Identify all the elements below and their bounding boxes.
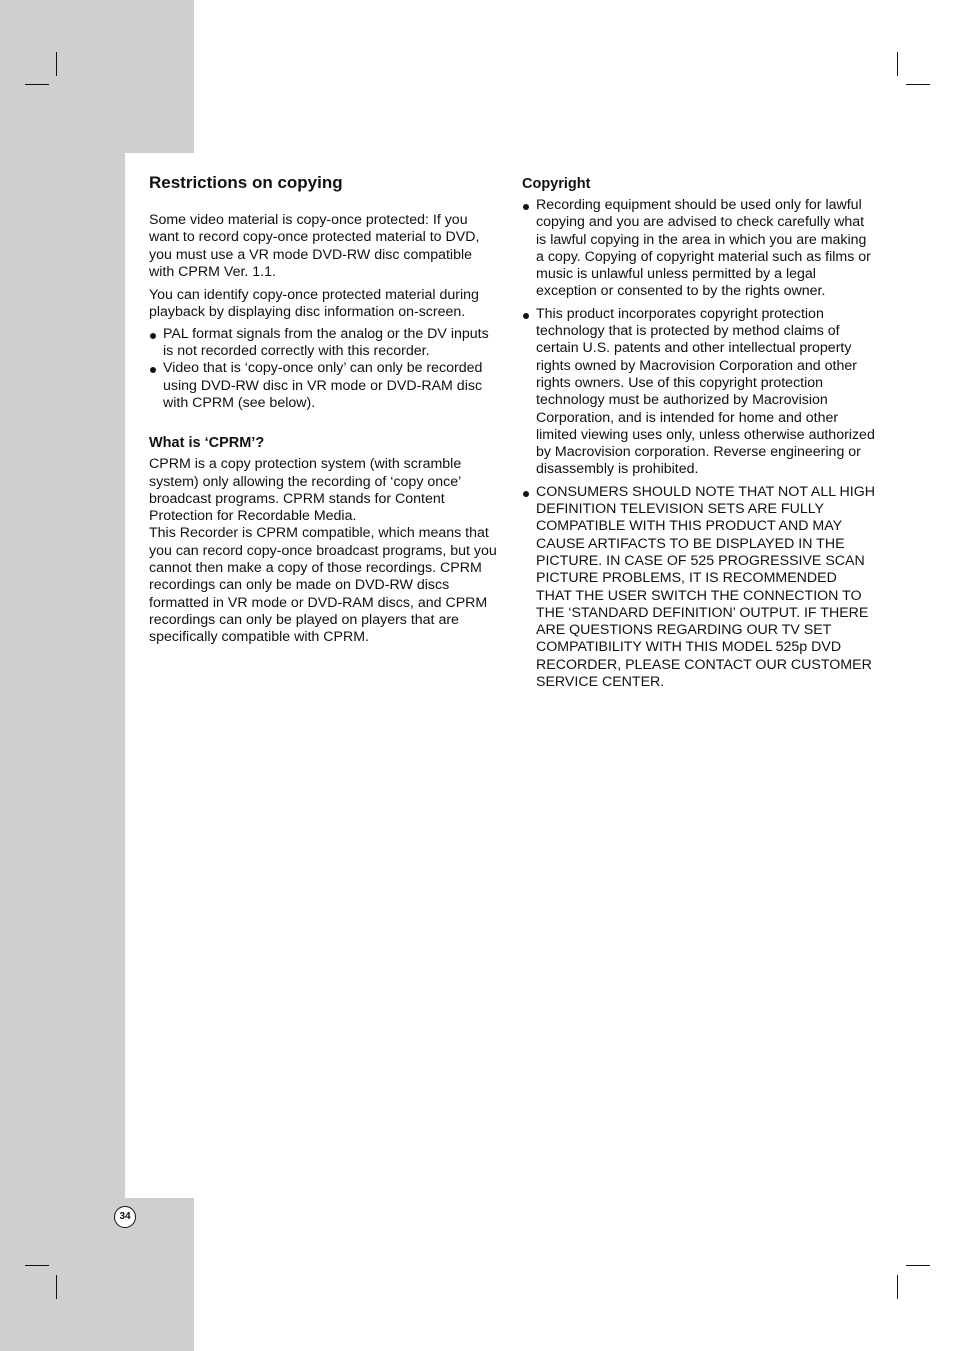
restrictions-paragraph-1: Some video material is copy-once protected: If you want to record copy-once protected material to DVD, you must use a VR mode DVD-RW disc compatible with CPRM Ver. 1.1. [149,212,480,280]
bullet-icon [150,367,156,373]
crop-mark [897,52,898,76]
list-item-text: This product incorporates copyright protection technology that is protected by method claims of certain U.S. patents and other intellectual property rights owned by Macrovision Corporation and other rights owners. Use of this copyright protection technology must be authorized by Macrovision Corporation, and is intended for home and other limited viewing uses only, unless otherwise authorized by Macrovision corporation. Reverse engineering or disassembly is prohibited. [536,305,875,478]
left-column [149,173,501,647]
restrictions-bullet-list [149,326,501,412]
copyright-bullet-list [522,197,876,691]
list-item-text: CONSUMERS SHOULD NOTE THAT NOT ALL HIGH DEFINITION TELEVISION SETS ARE FULLY COMPATIBLE WITH THIS PRODUCT AND MAY CAUSE ARTIFACTS TO BE DISPLAYED IN THE PICTURE. IN CASE OF 525 PROGRESSIVE SCAN PICTURE PROBLEMS, IT IS RECOMMENDED THAT THE USER SWITCH THE CONNECTION TO THE ‘STANDARD DEFINITION’ OUTPUT. IF THERE ARE QUESTIONS REGARDING OUR TV SET COMPATIBILITY WITH THIS MODEL 525p DVD RECORDER, PLEASE CONTACT OUR CUSTOMER SERVICE CENTER. [536,483,875,691]
crop-mark [906,84,930,85]
crop-mark [25,1265,49,1266]
list-item [149,326,501,361]
margin-band-bottom [0,1198,194,1351]
cprm-paragraph-2: This Recorder is CPRM compatible, which means that you can record copy-once broadcast programs, but you cannot then make a copy of those recordings. CPRM recordings can only be made on DVD-RW discs formatted in VR mode or DVD-RAM discs, and CPRM recordings can only be played on players that are specifically compatible with CPRM. [149,525,497,646]
right-column [522,173,876,696]
section-title-copyright: Copyright [522,176,591,192]
list-item [522,306,876,479]
crop-mark [897,1275,898,1299]
restrictions-paragraph-2: You can identify copy-once protected material during playback by displaying disc information on-screen. [149,287,479,321]
list-item-text: Recording equipment should be used only for lawful copying and you are advised to check carefully what is lawful copying in the area in which you are making a copy. Copying of copyright material such as films or music is unlawful unless permitted by a legal exception or consented to by the rights owner. [536,197,871,300]
crop-mark [25,84,49,85]
bullet-icon [523,313,529,319]
bullet-icon [523,491,529,497]
margin-band-top [0,0,194,153]
crop-mark [906,1265,930,1266]
bullet-icon [523,204,529,210]
page-number: 34 [114,1206,136,1228]
crop-mark [56,52,57,76]
section-title-restrictions: Restrictions on copying [149,173,343,192]
list-item [522,197,876,301]
margin-band-left [0,153,125,1198]
crop-mark [56,1275,57,1299]
section-title-cprm: What is ‘CPRM’? [149,435,265,452]
list-item-text: PAL format signals from the analog or the DV inputs is not recorded correctly with this recorder. [163,325,489,360]
cprm-paragraph-1: CPRM is a copy protection system (with scramble system) only allowing the recording of ‘copy once’ broadcast programs. CPRM stands for Content Protection for Recordable Media. [149,456,462,525]
list-item [522,484,876,692]
list-item [149,360,501,412]
list-item-text: Video that is ‘copy-once only’ can only be recorded using DVD-RW disc in VR mode or DVD-RAM disc with CPRM (see below). [163,360,483,411]
bullet-icon [150,333,156,339]
